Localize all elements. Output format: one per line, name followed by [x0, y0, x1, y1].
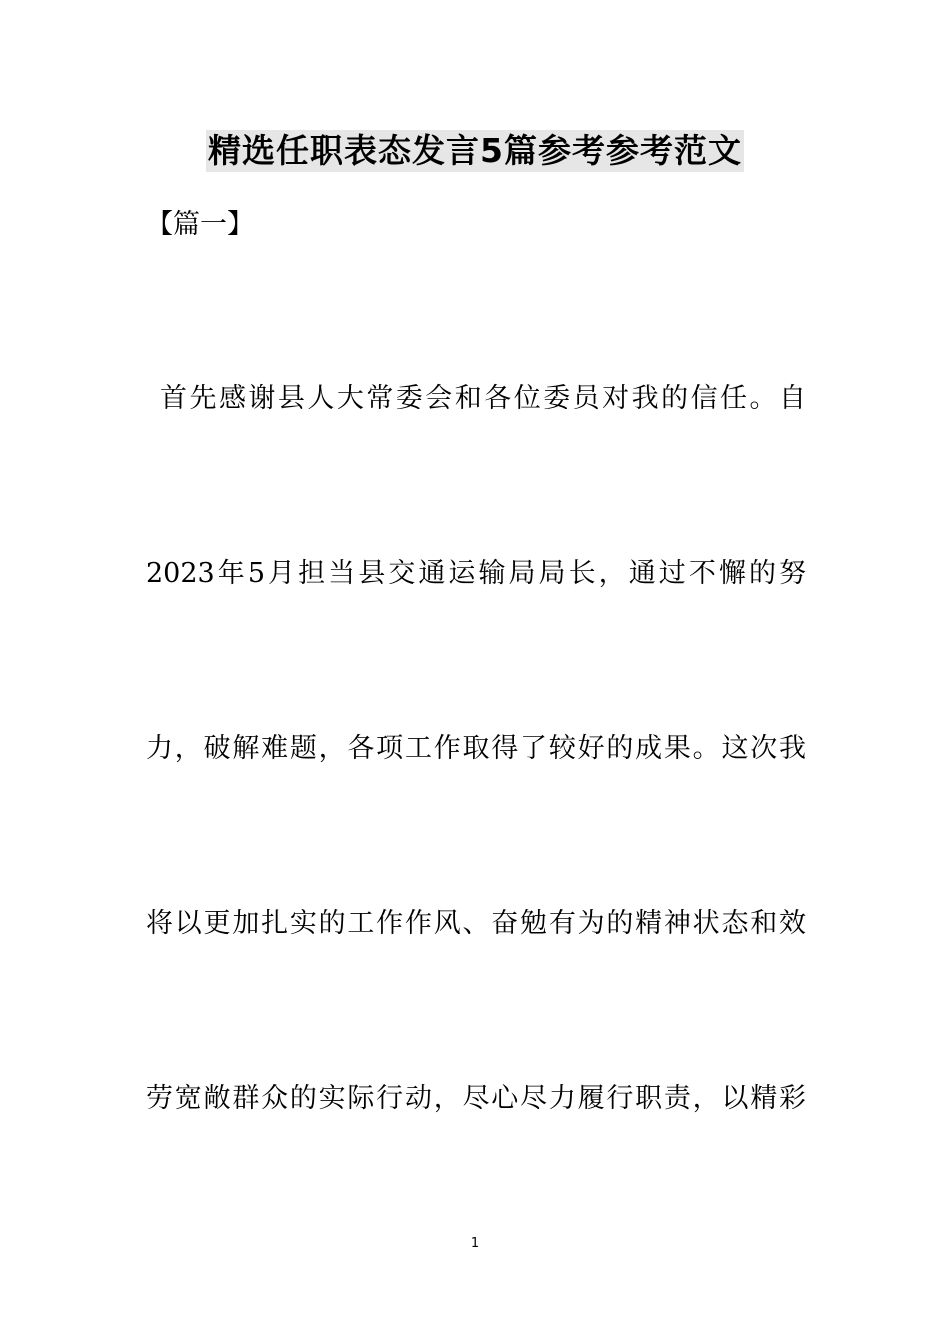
- paragraph-line: 将以更加扎实的工作作风、奋勉有为的精神状态和效: [146, 908, 806, 939]
- document-title: 精选任职表态发言5篇参考参考范文: [208, 131, 742, 170]
- paragraph-line: 2023年5月担当县交通运输局局长，通过不懈的努: [146, 558, 806, 589]
- paragraph-line: 劳宽敞群众的实际行动，尽心尽力履行职责，以精彩: [146, 1083, 806, 1114]
- document-title-block: [0, 130, 950, 174]
- paragraph-line: 力，破解难题，各项工作取得了较好的成果。这次我: [146, 733, 806, 764]
- paragraph-line: 首先感谢县人大常委会和各位委员对我的信任。自: [160, 383, 806, 414]
- page-number: 1: [470, 1236, 480, 1251]
- section-heading: 【篇一】: [146, 209, 254, 240]
